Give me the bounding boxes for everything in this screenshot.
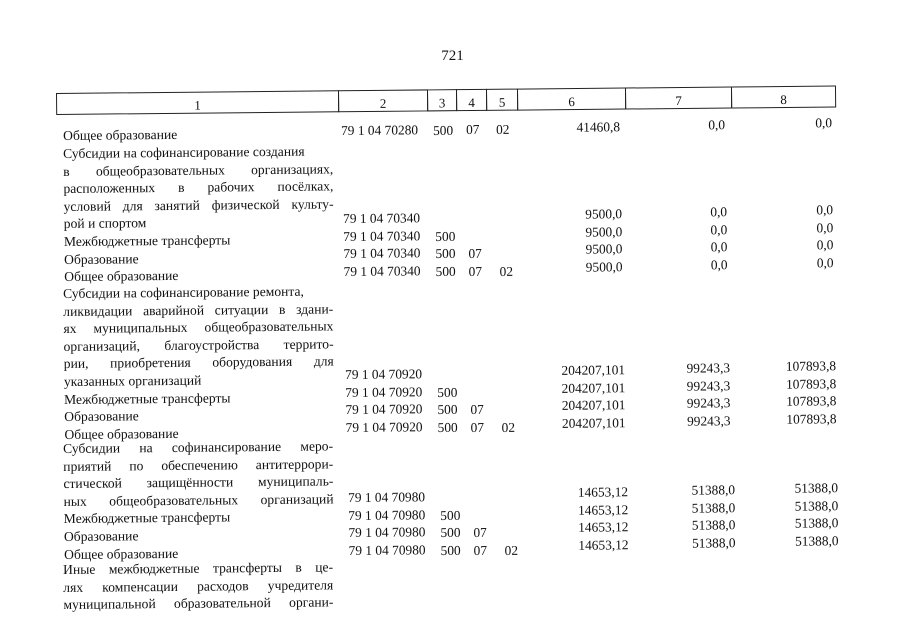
block1-col6: 9500,0 9500,0 9500,0 9500,0 [585, 206, 623, 275]
block1-description: Субсидии на софинансирование создания в общеобразовательных организациях, расположенных в рабочих посёлках, условий для занятий физической культу- рой и спортом Межбюджетные трансферты Образование Общее образование [63, 143, 334, 285]
block3-col8: 51388,0 51388,0 51388,0 51388,0 [794, 480, 839, 549]
block3-codes: 79 1 04 70980 79 1 04 70980 79 1 04 70980 79 1 04 70980 [348, 489, 426, 558]
row0-description: Общее образование [63, 126, 178, 143]
header-col-3: 3 [427, 89, 457, 111]
header-col-8: 8 [731, 86, 836, 109]
header-col-6: 6 [517, 88, 626, 111]
block2-vr: 500 500 500 [437, 384, 458, 435]
block4-description: Иные межбюджетные трансферты в це- лях компенсации расходов учредителя муниципальной образовательной органи- [63, 559, 334, 613]
block2-col7: 99243,3 99243,3 99243,3 99243,3 [686, 360, 731, 429]
block2-rz: 07 07 [470, 402, 485, 435]
row0-pr: 02 [496, 121, 510, 137]
page-number: 721 [441, 48, 464, 64]
row0-col8: 0,0 [815, 115, 833, 131]
row0-col6: 41460,8 [576, 119, 621, 135]
block3-vr: 500 500 500 [440, 507, 461, 558]
block1-codes: 79 1 04 70340 79 1 04 70340 79 1 04 70340 79 1 04 70340 [343, 210, 421, 279]
block1-rz: 07 07 [468, 246, 483, 279]
header-col-7: 7 [625, 87, 732, 110]
block2-description: Субсидии на софинансирование ремонта, ликвидации аварийной ситуации в здани- ях муниципальных общеобразовательных организаций, благоустройства террито- рии, приобретения оборудования для указанных организаций Межбюджетные трансферты Образование Общее образование [63, 283, 334, 442]
row0-code: 79 1 04 70280 [341, 122, 419, 138]
block2-col8: 107893,8 107893,8 107893,8 107893,8 [785, 358, 837, 427]
block1-col7: 0,0 0,0 0,0 0,0 [710, 204, 728, 273]
block3-pr: 02 [504, 542, 519, 558]
row0-vr: 500 [433, 122, 454, 138]
row0-col7: 0,0 [708, 117, 726, 133]
block1-col8: 0,0 0,0 0,0 0,0 [816, 202, 834, 271]
block2-codes: 79 1 04 70920 79 1 04 70920 79 1 04 70920 79 1 04 70920 [345, 366, 423, 435]
header-col-2: 2 [338, 89, 428, 112]
header-col-5: 5 [486, 89, 518, 111]
block1-pr: 02 [499, 263, 514, 279]
block2-pr: 02 [501, 419, 516, 435]
table-header [56, 86, 836, 117]
block2-col6: 204207,101 204207,101 204207,101 204207,101 [561, 362, 626, 431]
header-col-4: 4 [456, 89, 487, 111]
block3-description: Субсидии на софинансирование меро- приятий по обеспечению антитеррори- стической защищённости муниципаль- ных общеобразовательных организаций Межбюджетные трансферты Образование Общее образование [63, 438, 334, 562]
header-col-1: 1 [56, 90, 339, 115]
block3-rz: 07 07 [473, 525, 488, 558]
row0-rz: 07 [466, 121, 480, 137]
block3-col7: 51388,0 51388,0 51388,0 51388,0 [691, 482, 736, 551]
block1-vr: 500 500 500 [435, 228, 456, 279]
block3-col6: 14653,12 14653,12 14653,12 14653,12 [577, 484, 629, 553]
